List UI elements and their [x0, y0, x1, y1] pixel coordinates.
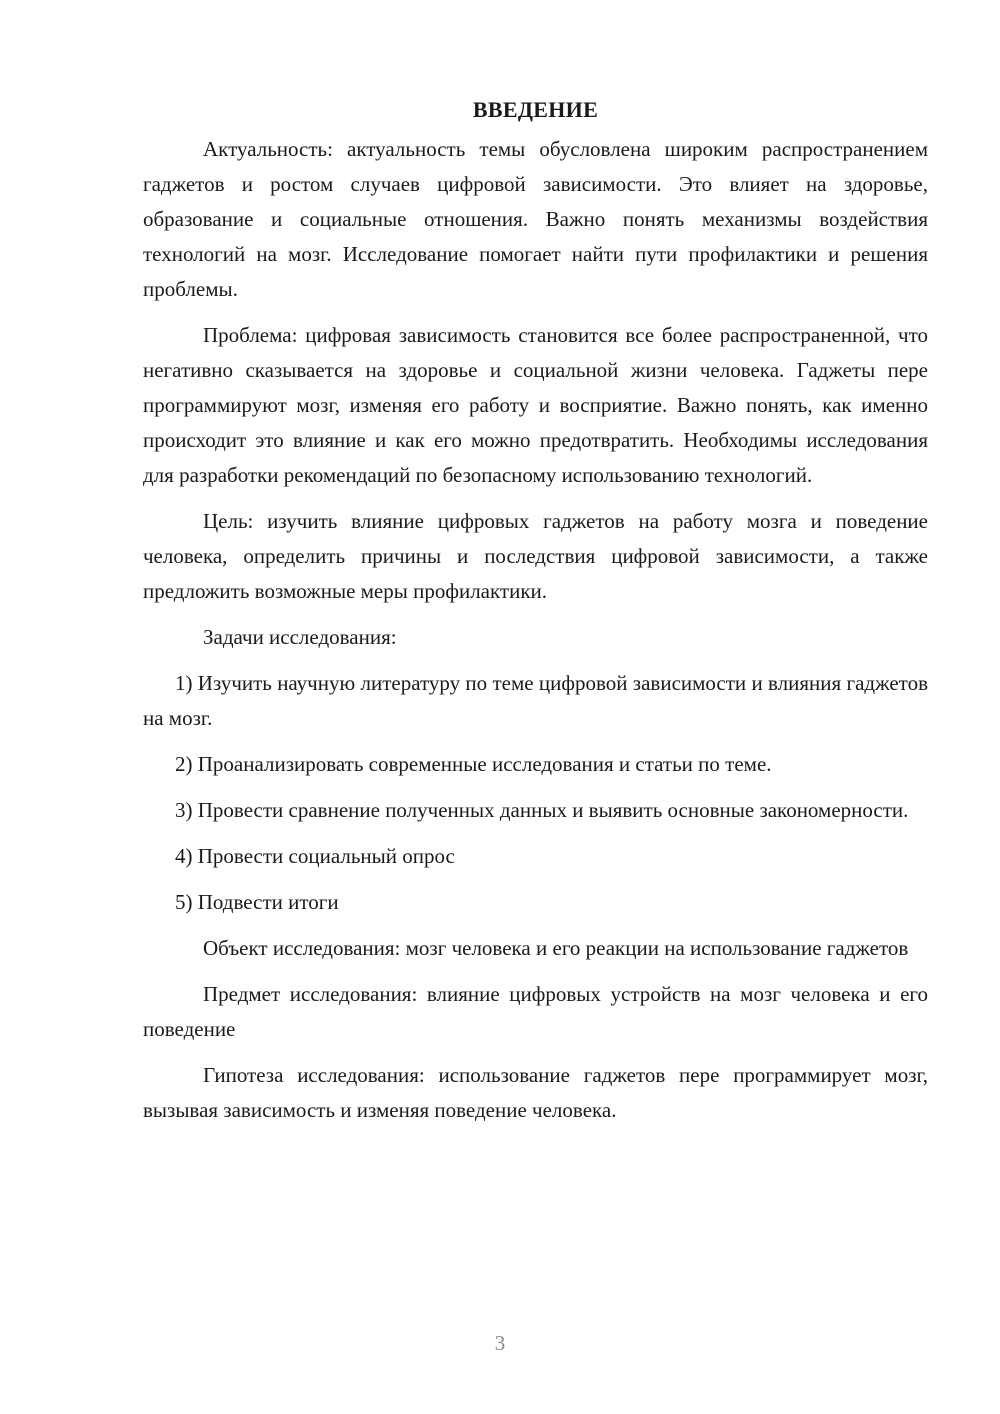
problem-paragraph: Проблема: цифровая зависимость становится все более распространенной, что негативно сказывается на здоровье и социальной жизни человека. Гаджеты пере программируют мозг, изменяя его работу и восприятие. Важно понять, как именно происходит это влияние и как его можно предотвратить. Необходимы исследования для разработки рекомендаций по безопасному использованию технологий.	[143, 323, 928, 487]
task-item: 2) Проанализировать современные исследования и статьи по теме.	[175, 752, 772, 776]
relevance-paragraph: Актуальность: актуальность темы обусловлена широким распространением гаджетов и ростом случаев цифровой зависимости. Это влияет на здоровье, образование и социальные отношения. Важно понять механизмы воздействия технологий на мозг. Исследование помогает найти пути профилактики и решения проблемы.	[143, 137, 928, 301]
tasks-heading: Задачи исследования:	[203, 625, 397, 649]
task-item: 5) Подвести итоги	[175, 890, 339, 914]
task-item: 4) Провести социальный опрос	[175, 844, 455, 868]
page-number: 3	[494, 1331, 506, 1355]
object-paragraph: Объект исследования: мозг человека и его реакции на использование гаджетов	[203, 936, 909, 960]
task-item: 3) Провести сравнение полученных данных и выявить основные закономерности.	[175, 798, 909, 822]
hypothesis-paragraph: Гипотеза исследования: использование гаджетов пере программирует мозг, вызывая зависимость и изменяя поведение человека.	[143, 1063, 928, 1122]
section-heading: ВВЕДЕНИЕ	[472, 97, 599, 122]
goal-paragraph: Цель: изучить влияние цифровых гаджетов на работу мозга и поведение человека, определить причины и последствия цифровой зависимости, а также предложить возможные меры профилактики.	[143, 509, 928, 603]
document-page	[143, 92, 928, 1139]
subject-paragraph: Предмет исследования: влияние цифровых устройств на мозг человека и его поведение	[143, 982, 928, 1041]
task-item: 1) Изучить научную литературу по теме цифровой зависимости и влияния гаджетов на мозг.	[143, 671, 928, 730]
